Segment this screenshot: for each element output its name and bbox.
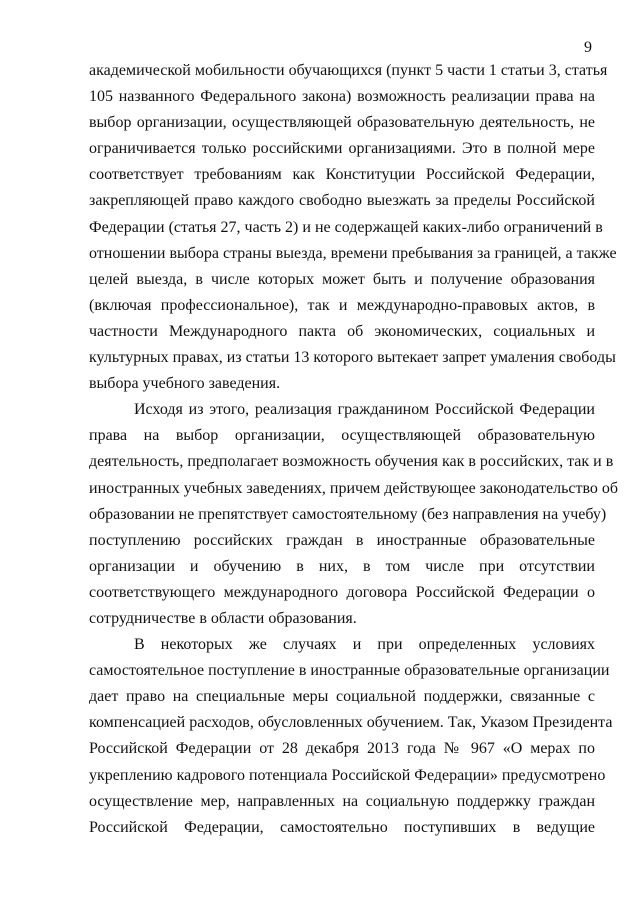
text-line: соответствующего международного договора Российской Федерации о <box>89 583 595 601</box>
text-line: укреплению кадрового потенциала Российской Федерации» предусмотрено <box>89 766 606 784</box>
text-line: осуществление мер, направленных на социальную поддержку граждан <box>89 792 595 810</box>
text-line: В некоторых же случаях и при определенных условиях <box>134 636 595 654</box>
document-body <box>89 58 619 841</box>
text-line: (включая профессиональное), так и международно-правовых актов, в <box>89 296 595 314</box>
text-line: Российской Федерации от 28 декабря 2013 года № 967 «О мерах по <box>89 740 595 758</box>
text-line: компенсацией расходов, обусловленных обучением. Так, Указом Президента <box>89 714 613 732</box>
text-line: организации и обучению в них, в том числе при отсутствии <box>89 557 595 575</box>
text-line: дает право на специальные меры социальной поддержки, связанные с <box>89 688 595 706</box>
text-line: целей выезда, в числе которых может быть и получение образования <box>89 270 595 288</box>
text-line: 105 названного Федерального закона) возможность реализации права на <box>89 88 595 106</box>
paragraph <box>89 632 613 841</box>
text-line: образовании не препятствует самостоятельному (без направления на учебу) <box>89 505 607 523</box>
text-line: отношении выбора страны выезда, времени пребывания за границей, а также <box>89 244 617 262</box>
text-line: Исходя из этого, реализация гражданином Российской Федерации <box>134 401 595 419</box>
text-line: права на выбор организации, осуществляющей образовательную <box>89 427 595 445</box>
text-line: соответствует требованиям как Конституции Российской Федерации, <box>89 166 595 184</box>
text-line: Федерации (статья 27, часть 2) и не содержащей каких-либо ограничений в <box>89 218 603 236</box>
page-number: 9 <box>584 39 592 56</box>
paragraph <box>89 397 619 632</box>
text-line: ограничивается только российскими организациями. Это в полной мере <box>89 140 595 158</box>
text-line: частности Международного пакта об экономических, социальных и <box>89 322 595 340</box>
text-line: выбор организации, осуществляющей образовательную деятельность, не <box>89 114 595 132</box>
text-line: закрепляющей право каждого свободно выезжать за пределы Российской <box>89 192 595 210</box>
text-line: самостоятельное поступление в иностранные образовательные организации <box>89 662 610 680</box>
paragraph <box>89 58 617 397</box>
text-line: деятельность, предполагает возможность обучения как в российских, так и в <box>89 453 614 471</box>
text-line: культурных правах, из статьи 13 которого вытекает запрет умаления свободы <box>89 349 616 367</box>
text-line: Российской Федерации, самостоятельно поступивших в ведущие <box>89 818 595 836</box>
text-line: иностранных учебных заведениях, причем действующее законодательство об <box>89 479 619 497</box>
text-line: выбора учебного заведения. <box>89 375 281 393</box>
text-line: сотрудничестве в области образования. <box>89 609 357 627</box>
text-line: поступлению российских граждан в иностранные образовательные <box>89 531 595 549</box>
text-line: академической мобильности обучающихся (пункт 5 части 1 статьи 3, статья <box>89 62 608 79</box>
